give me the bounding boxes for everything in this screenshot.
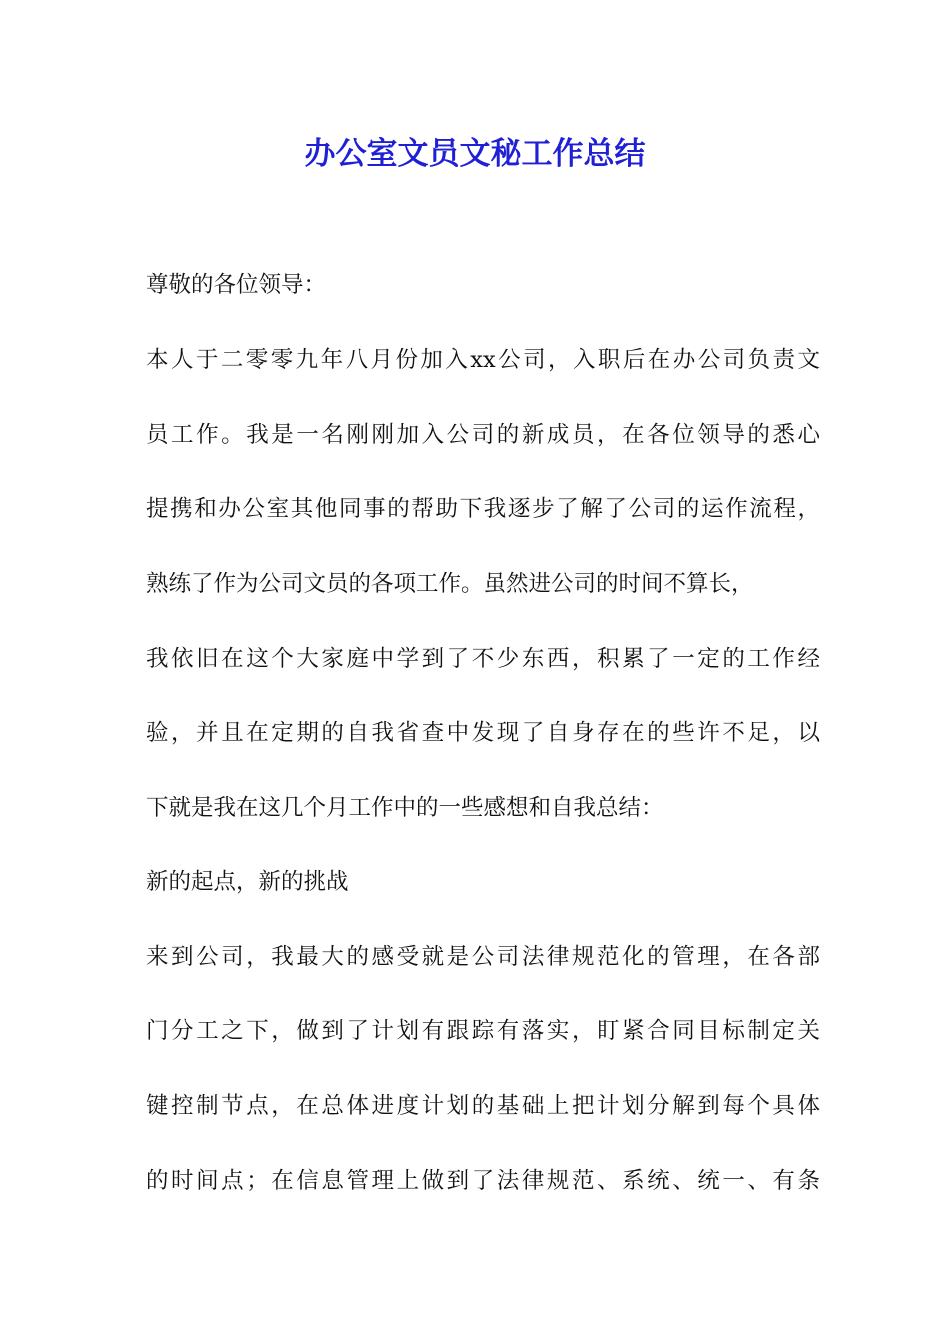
body-line: 熟练了作为公司文员的各项工作。虽然进公司的时间不算长， xyxy=(146,571,754,597)
body-line: 验，并且在定期的自我省查中发现了自身存在的些许不足，以 xyxy=(146,720,820,746)
body-line: 键控制节点，在总体进度计划的基础上把计划分解到每个具体 xyxy=(146,1093,820,1119)
body-line: 下就是我在这几个月工作中的一些感想和自我总结： xyxy=(146,795,664,821)
body-line: 我依旧在这个大家庭中学到了不少东西，积累了一定的工作经 xyxy=(146,646,820,672)
salutation-line: 尊敬的各位领导： xyxy=(146,272,327,298)
document-title: 办公室文员文秘工作总结 xyxy=(304,136,646,172)
section-heading: 新的起点，新的挑战 xyxy=(146,869,349,895)
body-line: 员工作。我是一名刚刚加入公司的新成员，在各位领导的悉心 xyxy=(146,422,820,448)
body-line: 门分工之下，做到了计划有跟踪有落实，盯紧合同目标制定关 xyxy=(146,1018,820,1044)
body-line: 提携和办公室其他同事的帮助下我逐步了解了公司的运作流程， xyxy=(146,496,820,522)
body-line: 的时间点；在信息管理上做到了法律规范、系统、统一、有条 xyxy=(146,1168,820,1194)
body-line: 本人于二零零九年八月份加入xx公司，入职后在办公司负责文 xyxy=(146,347,820,373)
body-line: 来到公司，我最大的感受就是公司法律规范化的管理，在各部 xyxy=(146,944,820,970)
